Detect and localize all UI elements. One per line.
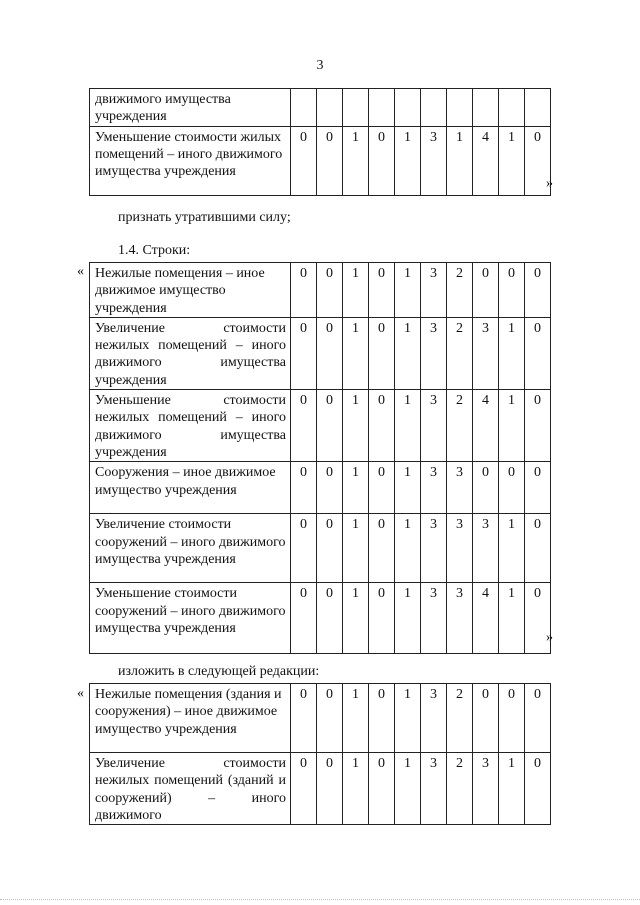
code-digit xyxy=(395,89,421,127)
code-digit: 0 xyxy=(525,126,551,195)
code-digit: 0 xyxy=(369,390,395,462)
code-digit xyxy=(447,89,473,127)
code-digit: 0 xyxy=(369,462,395,514)
code-digit: 0 xyxy=(317,390,343,462)
code-digit: 1 xyxy=(395,263,421,318)
code-digit: 0 xyxy=(291,263,317,318)
code-digit: 1 xyxy=(499,583,525,654)
table-row xyxy=(90,89,551,127)
table-row xyxy=(90,753,551,825)
code-digit: 4 xyxy=(473,583,499,654)
code-digit: 0 xyxy=(525,753,551,825)
code-digit: 0 xyxy=(291,583,317,654)
code-digit: 0 xyxy=(525,317,551,389)
code-digit: 0 xyxy=(317,263,343,318)
code-digit: 0 xyxy=(499,462,525,514)
code-digit: 3 xyxy=(421,514,447,583)
code-digit: 1 xyxy=(395,753,421,825)
code-digit: 2 xyxy=(447,263,473,318)
code-digit: 0 xyxy=(369,317,395,389)
code-digit: 0 xyxy=(317,753,343,825)
closing-quote: » xyxy=(546,630,553,645)
code-digit: 1 xyxy=(343,753,369,825)
code-digit: 3 xyxy=(421,390,447,462)
table-row xyxy=(90,317,551,389)
code-digit: 0 xyxy=(291,126,317,195)
code-digit: 3 xyxy=(421,684,447,753)
code-digit: 1 xyxy=(499,390,525,462)
row-description: Увеличение стоимости нежилых помещений (зданий и сооружений) – иного движимого xyxy=(90,753,291,825)
code-digit: 1 xyxy=(343,390,369,462)
row-description: Сооружения – иное движимое имущество учреждения xyxy=(90,462,291,514)
code-digit: 1 xyxy=(395,583,421,654)
code-digit: 2 xyxy=(447,684,473,753)
table-row xyxy=(90,684,551,753)
code-digit: 1 xyxy=(499,317,525,389)
code-digit: 0 xyxy=(525,263,551,318)
code-digit: 0 xyxy=(525,462,551,514)
code-digit: 1 xyxy=(499,753,525,825)
row-description: Нежилые помещения – иное движимое имущество учреждения xyxy=(90,263,291,318)
code-digit: 2 xyxy=(447,390,473,462)
code-digit: 3 xyxy=(473,317,499,389)
code-digit: 2 xyxy=(447,753,473,825)
code-digit: 1 xyxy=(343,462,369,514)
code-digit: 3 xyxy=(421,317,447,389)
code-digit: 0 xyxy=(317,462,343,514)
row-description: Уменьшение стоимости сооружений – иного движимого имущества учреждения xyxy=(90,583,291,654)
code-digit: 1 xyxy=(343,684,369,753)
row-description: движимого имущества учреждения xyxy=(90,89,291,127)
instruction-invalidate: признать утратившими силу; xyxy=(118,210,291,225)
code-digit: 3 xyxy=(421,753,447,825)
code-digit: 0 xyxy=(317,126,343,195)
code-digit: 0 xyxy=(473,263,499,318)
code-digit: 1 xyxy=(395,462,421,514)
code-digit: 1 xyxy=(395,317,421,389)
row-description: Уменьшение стоимости нежилых помещений – иного движимого имущества учреждения xyxy=(90,390,291,462)
row-description: Нежилые помещения (здания и сооружения) – иное движимое имущество учреждения xyxy=(90,684,291,753)
table-row xyxy=(90,583,551,654)
row-description: Увеличение стоимости нежилых помещений – иного движимого имущества учреждения xyxy=(90,317,291,389)
table-row xyxy=(90,126,551,195)
code-digit xyxy=(291,89,317,127)
code-digit: 3 xyxy=(447,514,473,583)
table-row xyxy=(90,390,551,462)
code-digit: 0 xyxy=(369,126,395,195)
code-digit: 0 xyxy=(291,684,317,753)
code-digit: 3 xyxy=(473,753,499,825)
opening-quote: « xyxy=(77,686,84,701)
code-digit: 3 xyxy=(447,583,473,654)
code-digit: 1 xyxy=(343,583,369,654)
closing-quote: » xyxy=(546,176,553,191)
code-digit: 4 xyxy=(473,390,499,462)
code-digit xyxy=(473,89,499,127)
code-digit: 0 xyxy=(369,684,395,753)
code-digit xyxy=(369,89,395,127)
opening-quote: « xyxy=(77,264,84,279)
code-table-new xyxy=(89,683,551,825)
code-digit: 0 xyxy=(525,514,551,583)
code-digit: 4 xyxy=(473,126,499,195)
code-table-lines xyxy=(89,262,551,654)
code-digit: 3 xyxy=(447,462,473,514)
code-digit: 0 xyxy=(499,263,525,318)
code-digit: 1 xyxy=(343,126,369,195)
table-row xyxy=(90,462,551,514)
code-digit: 0 xyxy=(317,583,343,654)
code-digit: 1 xyxy=(343,317,369,389)
page-bottom-edge xyxy=(0,899,640,900)
code-digit: 3 xyxy=(421,263,447,318)
instruction-restate: изложить в следующей редакции: xyxy=(118,664,320,679)
code-digit: 3 xyxy=(473,514,499,583)
code-digit: 1 xyxy=(343,263,369,318)
code-digit: 0 xyxy=(291,514,317,583)
code-digit: 0 xyxy=(473,462,499,514)
code-digit: 0 xyxy=(369,753,395,825)
code-digit: 0 xyxy=(525,583,551,654)
code-digit: 2 xyxy=(447,317,473,389)
code-digit: 0 xyxy=(317,317,343,389)
code-digit: 0 xyxy=(499,684,525,753)
code-digit: 1 xyxy=(343,514,369,583)
table-row xyxy=(90,514,551,583)
code-digit: 1 xyxy=(499,126,525,195)
code-digit: 3 xyxy=(421,126,447,195)
code-digit: 0 xyxy=(291,390,317,462)
code-digit xyxy=(317,89,343,127)
code-digit: 0 xyxy=(291,753,317,825)
code-digit: 0 xyxy=(369,583,395,654)
code-digit: 0 xyxy=(473,684,499,753)
code-digit: 3 xyxy=(421,583,447,654)
code-digit: 1 xyxy=(499,514,525,583)
code-digit: 0 xyxy=(317,684,343,753)
code-digit: 0 xyxy=(369,263,395,318)
code-digit: 0 xyxy=(291,317,317,389)
code-digit: 1 xyxy=(395,126,421,195)
code-digit: 1 xyxy=(395,684,421,753)
code-digit xyxy=(421,89,447,127)
code-digit: 0 xyxy=(525,684,551,753)
row-description: Увеличение стоимости сооружений – иного движимого имущества учреждения xyxy=(90,514,291,583)
code-digit xyxy=(525,89,551,127)
code-table-top xyxy=(89,88,551,196)
table-row xyxy=(90,263,551,318)
code-digit xyxy=(499,89,525,127)
page-number: 3 xyxy=(316,58,324,73)
code-digit: 1 xyxy=(447,126,473,195)
row-description: Уменьшение стоимости жилых помещений – иного движимого имущества учреждения xyxy=(90,126,291,195)
code-digit: 3 xyxy=(421,462,447,514)
code-digit: 0 xyxy=(317,514,343,583)
section-heading: 1.4. Строки: xyxy=(118,243,191,258)
code-digit: 1 xyxy=(395,514,421,583)
code-digit: 0 xyxy=(369,514,395,583)
code-digit: 1 xyxy=(395,390,421,462)
code-digit xyxy=(343,89,369,127)
code-digit: 0 xyxy=(525,390,551,462)
code-digit: 0 xyxy=(291,462,317,514)
